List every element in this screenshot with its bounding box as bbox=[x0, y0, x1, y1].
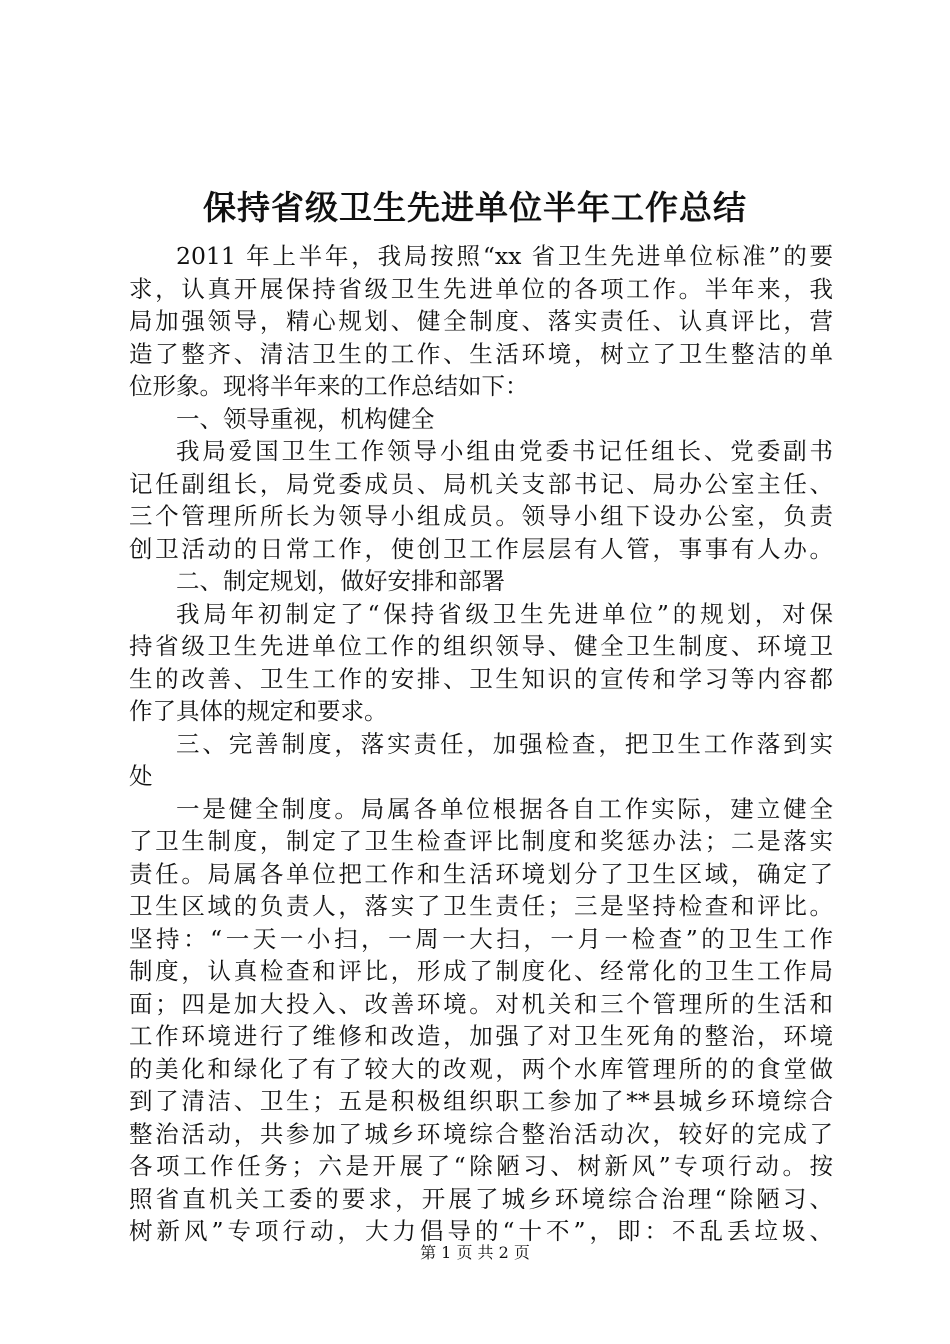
text-line: 我局年初制定了“保持省级卫生先进单位”的规划，对保 bbox=[176, 599, 833, 628]
text-line: 的美化和绿化了有了较大的改观，两个水库管理所的的食堂做 bbox=[129, 1054, 833, 1083]
text-line: 整治活动，共参加了城乡环境综合整治活动次，较好的完成了 bbox=[129, 1119, 833, 1148]
text-line: 生的改善、卫生工作的安排、卫生知识的宣传和学习等内容都 bbox=[129, 664, 833, 693]
text-line: 我局爱国卫生工作领导小组由党委书记任组长、党委副书 bbox=[176, 437, 833, 465]
text-line: 卫生区域的负责人，落实了卫生责任；三是坚持检查和评比。 bbox=[129, 892, 833, 920]
text-line: 造了整齐、清洁卫生的工作、生活环境，树立了卫生整洁的单 bbox=[129, 339, 833, 368]
text-line: 各项工作任务；六是开展了“除陋习、树新风”专项行动。按 bbox=[129, 1152, 833, 1180]
text-line: 创卫活动的日常工作，使创卫工作层层有人管，事事有人办。 bbox=[129, 534, 833, 563]
text-line: 一是健全制度。局属各单位根据各自工作实际，建立健全 bbox=[176, 794, 833, 823]
text-line: 坚持：“一天一小扫，一周一大扫，一月一检查”的卫生工作 bbox=[129, 924, 833, 953]
text-line: 树新风”专项行动，大力倡导的“十不”，即：不乱丢垃圾、 bbox=[129, 1217, 833, 1245]
text-line: 工作环境进行了维修和改造，加强了对卫生死角的整治，环境 bbox=[129, 1022, 833, 1050]
text-line: 局加强领导，精心规划、健全制度、落实责任、认真评比，营 bbox=[129, 307, 833, 335]
text-line: 求，认真开展保持省级卫生先进单位的各项工作。半年来，我 bbox=[129, 274, 833, 303]
text-line: 一、领导重视，机构健全 bbox=[176, 404, 435, 433]
text-line: 记任副组长，局党委成员、局机关支部书记、局办公室主任、 bbox=[129, 469, 833, 498]
text-line: 了卫生制度，制定了卫生检查评比制度和奖惩办法；二是落实 bbox=[129, 827, 833, 855]
text-line: 持省级卫生先进单位工作的组织领导、健全卫生制度、环境卫 bbox=[129, 632, 833, 660]
text-line: 二、制定规划，做好安排和部署 bbox=[176, 567, 505, 595]
text-line: 面；四是加大投入、改善环境。对机关和三个管理所的生活和 bbox=[129, 989, 833, 1018]
text-line: 三个管理所所长为领导小组成员。领导小组下设办公室，负责 bbox=[129, 502, 833, 530]
page-footer: 第 1 页 共 2 页 bbox=[420, 1243, 530, 1262]
document-body bbox=[129, 240, 833, 1248]
text-line: 责任。局属各单位把工作和生活环境划分了卫生区域，确定了 bbox=[129, 859, 833, 888]
text-line: 照省直机关工委的要求，开展了城乡环境综合治理“除陋习、 bbox=[129, 1184, 833, 1213]
text-line: 2011 年上半年，我局按照“xx 省卫生先进单位标准”的要 bbox=[176, 242, 833, 270]
document-title: 保持省级卫生先进单位半年工作总结 bbox=[203, 188, 747, 227]
text-line: 到了清洁、卫生；五是积极组织职工参加了**县城乡环境综合 bbox=[129, 1087, 833, 1115]
text-line: 三、完善制度，落实责任，加强检查，把卫生工作落到实 bbox=[176, 729, 833, 758]
text-line: 处 bbox=[129, 762, 153, 790]
text-line: 作了具体的规定和要求。 bbox=[129, 697, 388, 725]
text-line: 位形象。现将半年来的工作总结如下： bbox=[129, 372, 529, 400]
text-line: 制度，认真检查和评比，形成了制度化、经常化的卫生工作局 bbox=[129, 957, 833, 985]
